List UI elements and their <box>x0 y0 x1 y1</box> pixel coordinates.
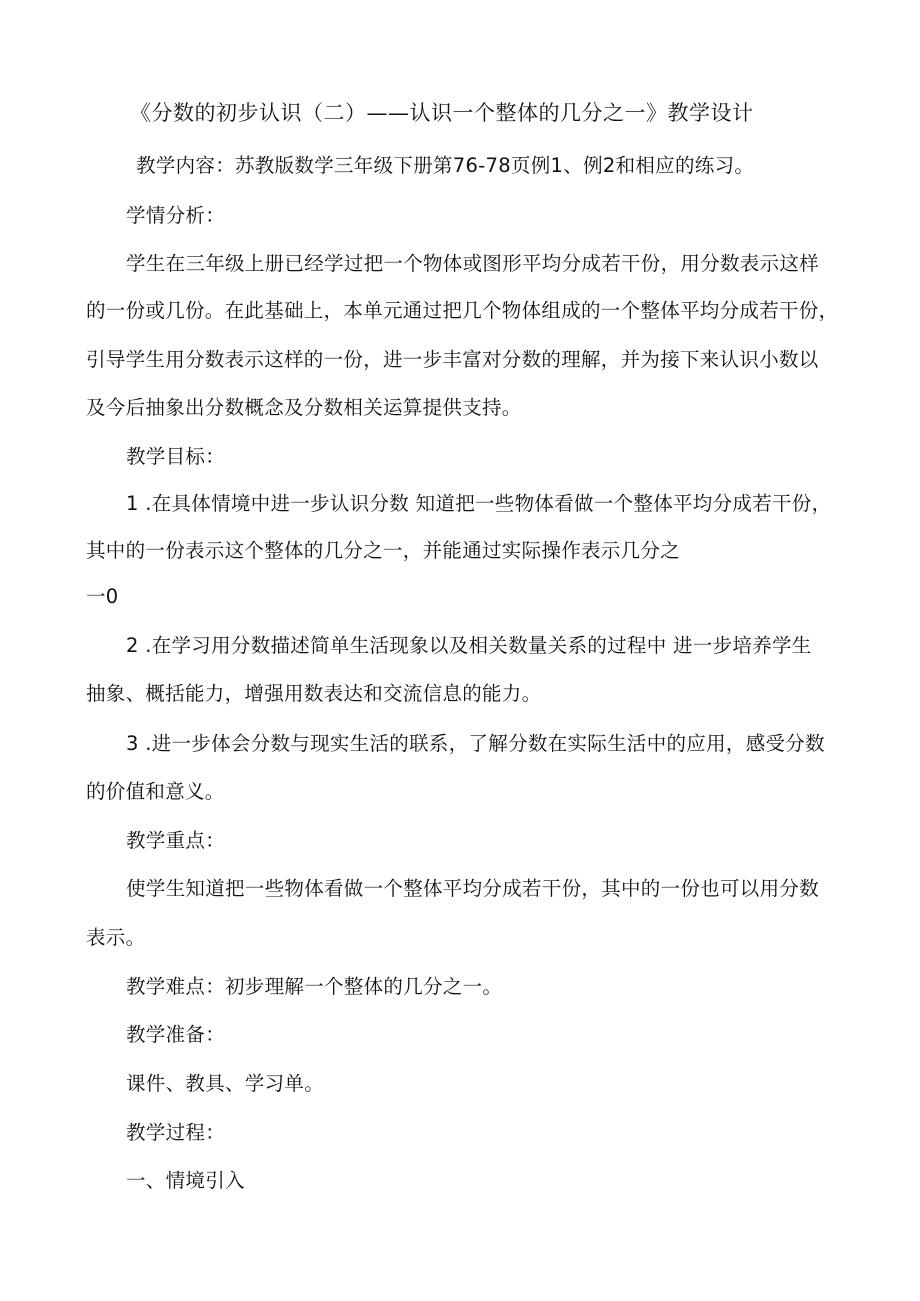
goal-3-line: 3 .进一步体会分数与现实生活的联系，了解分数在实际生活中的应用，感受分数 <box>126 732 825 755</box>
key-line: 表示。 <box>86 926 146 949</box>
goal-2-line: 抽象、概括能力，增强用数表达和交流信息的能力。 <box>86 682 542 705</box>
key-line: 使学生知道把一些物体看做一个整体平均分成若干份，其中的一份也可以用分数 <box>126 877 820 900</box>
analysis-line: 的一份或几份。在此基础上，本单元通过把几个物体组成的一个整体平均分成若干份， <box>86 299 839 322</box>
analysis-line: 引导学生用分数表示这样的一份，进一步丰富对分数的理解，并为接下来认识小数以 <box>86 348 819 371</box>
goal-2-line: 2 .在学习用分数描述简单生活现象以及相关数量关系的过程中 进一步培养学生 <box>126 634 812 657</box>
section-1-heading: 一、情境引入 <box>126 1169 245 1192</box>
prep-heading: 教学准备： <box>126 1023 226 1046</box>
process-heading: 教学过程： <box>126 1121 226 1144</box>
goal-1-line: 其中的一份表示这个整体的几分之一，并能通过实际操作表示几分之 <box>86 539 681 562</box>
goal-1-line: 一0 <box>86 585 119 608</box>
key-heading: 教学重点： <box>126 829 226 852</box>
document-title: 《分数的初步认识（二）——认识一个整体的几分之一》教学设计 <box>130 101 754 125</box>
difficulty-line: 教学难点：初步理解一个整体的几分之一。 <box>126 975 503 998</box>
analysis-heading: 学情分析： <box>126 204 226 227</box>
analysis-line: 学生在三年级上册已经学过把一个物体或图形平均分成若干份，用分数表示这样 <box>126 252 820 275</box>
analysis-line: 及今后抽象出分数概念及分数相关运算提供支持。 <box>86 396 522 419</box>
goal-3-line: 的价值和意义。 <box>86 780 225 803</box>
prep-line: 课件、教具、学习单。 <box>126 1072 325 1095</box>
goals-heading: 教学目标： <box>126 445 226 468</box>
goal-1-line: 1 .在具体情境中进一步认识分数 知道把一些物体看做一个整体平均分成若干份， <box>126 492 832 515</box>
teaching-content: 教学内容：苏教版数学三年级下册第76-78页例1、例2和相应的练习。 <box>136 154 755 177</box>
